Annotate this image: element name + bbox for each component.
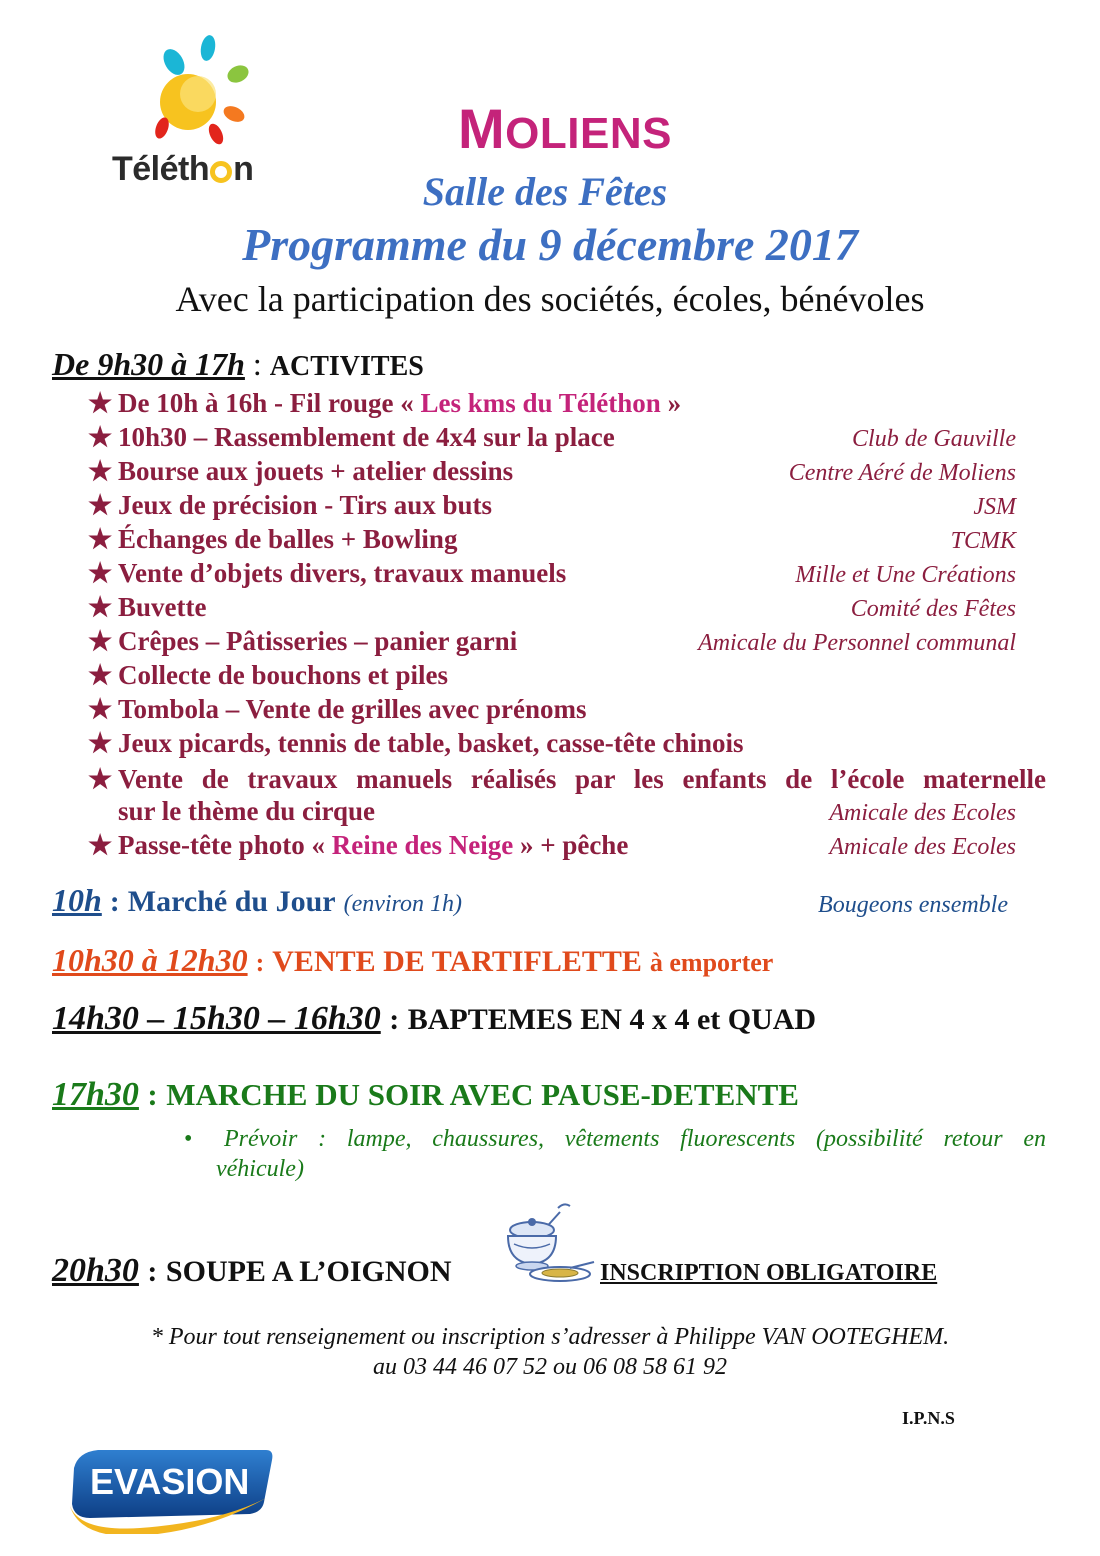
activity-organizer: Amicale des Ecoles: [829, 800, 1016, 826]
activity-item: [88, 762, 1046, 796]
tartiflette-separator: :: [255, 948, 265, 977]
star-icon: ★: [88, 694, 113, 724]
activity-text: Crêpes – Pâtisseries – panier garni: [118, 626, 518, 656]
star-icon: ★: [88, 524, 113, 554]
activity-item: [88, 592, 206, 623]
activity-organizer: Comité des Fêtes: [850, 596, 1016, 622]
programme-date: Programme du 9 décembre 2017: [242, 219, 858, 270]
activity-item: [88, 524, 457, 555]
soupe-time: 20h30: [52, 1252, 139, 1289]
tartiflette-time: 10h30 à 12h30: [52, 942, 248, 978]
participation-line: Avec la participation des sociétés, écoles, bénévoles: [175, 279, 925, 319]
marche-soir-note-line2: véhicule): [216, 1156, 304, 1182]
star-icon: ★: [88, 490, 113, 520]
marche-jour-time: 10h: [52, 882, 102, 918]
activity-item: [88, 830, 628, 861]
marche-jour-note: (environ 1h): [343, 891, 462, 917]
telethon-wordmark-end: n: [233, 150, 254, 188]
activity-organizer: JSM: [973, 494, 1016, 520]
contact-info: [0, 1322, 1100, 1382]
star-icon: ★: [88, 830, 113, 860]
tartiflette-label: VENTE DE TARTIFLETTE: [272, 945, 642, 978]
marche-jour-organizer: Bougeons ensemble: [818, 892, 1008, 918]
bullet-icon: •: [184, 1126, 193, 1152]
star-icon: ★: [88, 660, 113, 690]
contact-line1: * Pour tout renseignement ou inscription s’adresser à Philippe VAN OOTEGHEM.: [150, 1324, 950, 1350]
activity-text: Échanges de balles + Bowling: [118, 524, 458, 554]
activity-text: Collecte de bouchons et piles: [118, 660, 448, 690]
star-icon: ★: [88, 388, 113, 418]
activity-text: Tombola – Vente de grilles avec prénoms: [118, 694, 587, 724]
activity-item: [88, 728, 743, 759]
activity-highlight: Reine des Neige: [331, 830, 514, 860]
baptemes-line: [52, 1000, 816, 1038]
tartiflette-label-end: à emporter: [649, 948, 774, 977]
baptemes-label: BAPTEMES EN 4 x 4 et QUAD: [407, 1003, 817, 1036]
marche-jour-label: Marché du Jour: [127, 885, 336, 918]
baptemes-separator: :: [389, 1003, 400, 1036]
evasion-logo-text: EVASION: [90, 1461, 250, 1502]
activity-highlight: Les kms du Téléthon: [420, 388, 661, 418]
page-title: [0, 96, 1100, 161]
activity-item: [88, 558, 566, 589]
telethon-wordmark-text: Téléth: [112, 150, 210, 188]
star-icon: ★: [88, 764, 113, 794]
marche-jour-separator: :: [109, 885, 120, 918]
activity-text: Vente de travaux manuels réalisés par les enfants de l’école maternelle: [118, 764, 1046, 794]
marche-soir-separator: :: [147, 1077, 158, 1112]
soup-tureen-icon: [498, 1200, 598, 1296]
activity-organizer: Centre Aéré de Moliens: [788, 460, 1016, 486]
activity-organizer: TCMK: [950, 528, 1016, 554]
star-icon: ★: [88, 456, 113, 486]
activity-organizer: Mille et Une Créations: [795, 562, 1016, 588]
activity-text-end: »: [660, 388, 682, 418]
activity-item: [88, 388, 681, 419]
marche-soir-line: [52, 1076, 799, 1114]
activity-item-continuation: sur le thème du cirque: [118, 796, 376, 826]
activity-text: Passe-tête photo «: [118, 830, 332, 860]
activity-text-end: » + pêche: [513, 830, 629, 860]
activities-time: De 9h30 à 17h: [52, 346, 245, 382]
marche-soir-note-line1: Prévoir : lampe, chaussures, vêtements fluorescents (possibilité retour en: [224, 1126, 1046, 1152]
activity-item: [88, 694, 587, 725]
activity-item: [88, 490, 492, 521]
activity-text: Buvette: [118, 592, 207, 622]
star-icon: ★: [88, 728, 113, 758]
activity-text: De 10h à 16h - Fil rouge «: [118, 388, 421, 418]
star-icon: ★: [88, 422, 113, 452]
marche-soir-label: MARCHE DU SOIR AVEC PAUSE-DETENTE: [166, 1077, 799, 1112]
soupe-line: [52, 1252, 452, 1290]
activity-item: [88, 422, 615, 453]
venue-subtitle: Salle des Fêtes: [422, 169, 668, 214]
activity-organizer: Amicale des Ecoles: [829, 834, 1016, 860]
ipns-mention: I.P.N.S: [902, 1408, 955, 1428]
activity-item: [88, 626, 517, 657]
activity-text: Jeux de précision - Tirs aux buts: [118, 490, 493, 520]
activity-text: Vente d’objets divers, travaux manuels: [118, 558, 567, 588]
star-icon: ★: [88, 592, 113, 622]
page-title-initial: M: [458, 97, 506, 160]
activity-text: Jeux picards, tennis de table, basket, casse-tête chinois: [118, 728, 744, 758]
activity-text: Bourse aux jouets + atelier dessins: [118, 456, 514, 486]
marche-soir-time: 17h30: [52, 1076, 139, 1113]
star-icon: ★: [88, 626, 113, 656]
marche-soir-note: [184, 1124, 1046, 1184]
activity-organizer: Amicale du Personnel communal: [698, 630, 1016, 656]
inscription-notice: INSCRIPTION OBLIGATOIRE: [600, 1260, 938, 1286]
activity-text: 10h30 – Rassemblement de 4x4 sur la place: [118, 422, 615, 452]
baptemes-time: 14h30 – 15h30 – 16h30: [52, 1000, 381, 1037]
marche-jour-line: [52, 882, 462, 919]
activity-organizer: Club de Gauville: [852, 426, 1016, 452]
contact-phone: au 03 44 46 07 52 ou 06 08 58 61 92: [373, 1354, 727, 1380]
tartiflette-line: [52, 942, 773, 979]
activities-label: ACTIVITES: [269, 351, 424, 382]
activity-item: [88, 456, 513, 487]
soupe-label: SOUPE A L’OIGNON: [165, 1255, 452, 1288]
star-icon: ★: [88, 558, 113, 588]
page-title-rest: OLIENS: [505, 109, 672, 158]
activities-heading: [52, 346, 424, 383]
activity-item: [88, 660, 448, 691]
activities-separator: :: [252, 346, 262, 382]
evasion-logo: [68, 1446, 274, 1534]
soupe-separator: :: [147, 1255, 158, 1288]
